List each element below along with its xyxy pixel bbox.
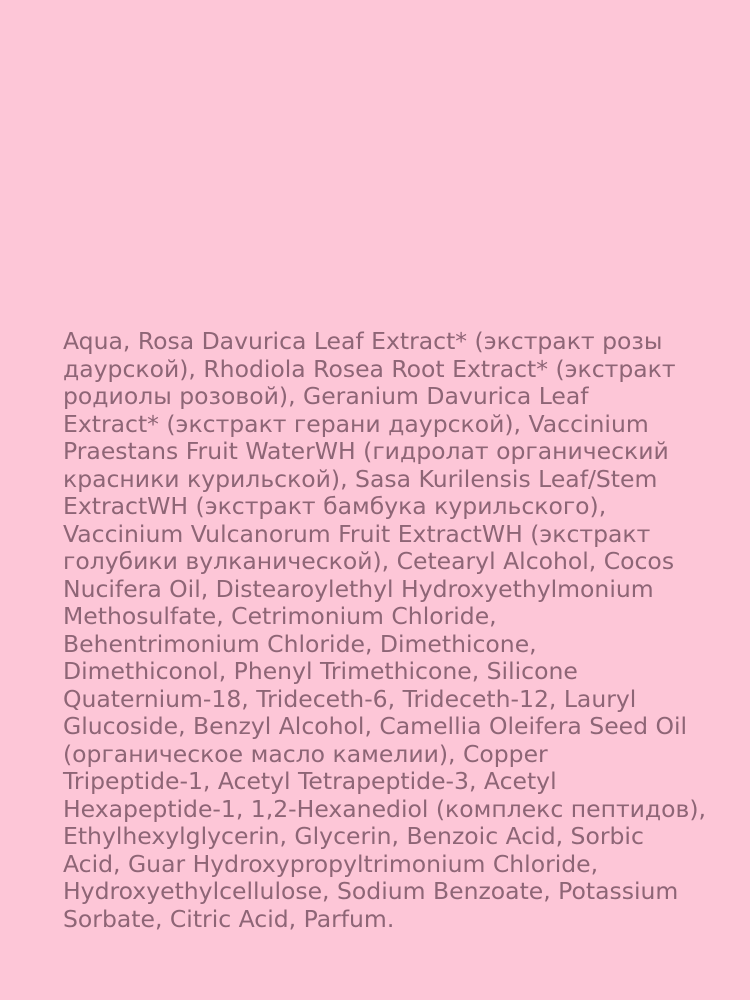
ingredients-text xyxy=(63,328,713,933)
ingredients-line: Acid, Guar Hydroxypropyltrimonium Chloride, xyxy=(63,849,599,878)
ingredients-line: (органическое масло камелии), Copper xyxy=(63,739,548,768)
ingredients-line: родиолы розовой), Geranium Davurica Leaf xyxy=(63,382,589,410)
ingredients-line: Praestans Fruit WaterWH (гидролат органический xyxy=(63,437,669,465)
ingredients-line: Hydroxyethylcellulose, Sodium Benzoate, Potassium xyxy=(63,877,679,905)
ingredients-line: Quaternium-18, Trideceth-6, Trideceth-12, Lauryl xyxy=(63,684,637,713)
ingredients-line: Methosulfate, Cetrimonium Chloride, xyxy=(63,602,497,630)
ingredients-line: даурской), Rhodiola Rosea Root Extract* (экстракт xyxy=(63,354,676,383)
ingredients-line: голубики вулканической), Cetearyl Alcohol, Cocos xyxy=(63,547,675,575)
ingredients-line: Behentrimonium Chloride, Dimethicone, xyxy=(63,629,537,658)
ingredients-line: Dimethiconol, Phenyl Trimethicone, Silicone xyxy=(63,657,578,685)
ingredients-line: Sorbate, Citric Acid, Parfum. xyxy=(63,904,395,933)
ingredients-line: Ethylhexylglycerin, Glycerin, Benzoic Acid, Sorbic xyxy=(63,822,644,850)
ingredients-line: Vaccinium Vulcanorum Fruit ExtractWH (экстракт xyxy=(63,519,651,548)
ingredients-line: Aqua, Rosa Davurica Leaf Extract* (экстракт розы xyxy=(63,327,663,355)
ingredients-line: Nucifera Oil, Distearoylethyl Hydroxyethylmonium xyxy=(63,574,654,603)
ingredients-line: красники курильской), Sasa Kurilensis Leaf/Stem xyxy=(63,464,658,493)
ingredients-line: Extract* (экстракт герани даурской), Vaccinium xyxy=(63,409,649,438)
ingredients-line: Glucoside, Benzyl Alcohol, Camellia Oleifera Seed Oil xyxy=(63,712,688,740)
ingredients-line: Hexapeptide-1, 1,2-Hexanediol (комплекс пептидов), xyxy=(63,794,707,823)
ingredients-line: Tripeptide-1, Acetyl Tetrapeptide-3, Acetyl xyxy=(63,767,557,795)
ingredients-line: ExtractWH (экстракт бамбука курильского), xyxy=(63,492,607,520)
